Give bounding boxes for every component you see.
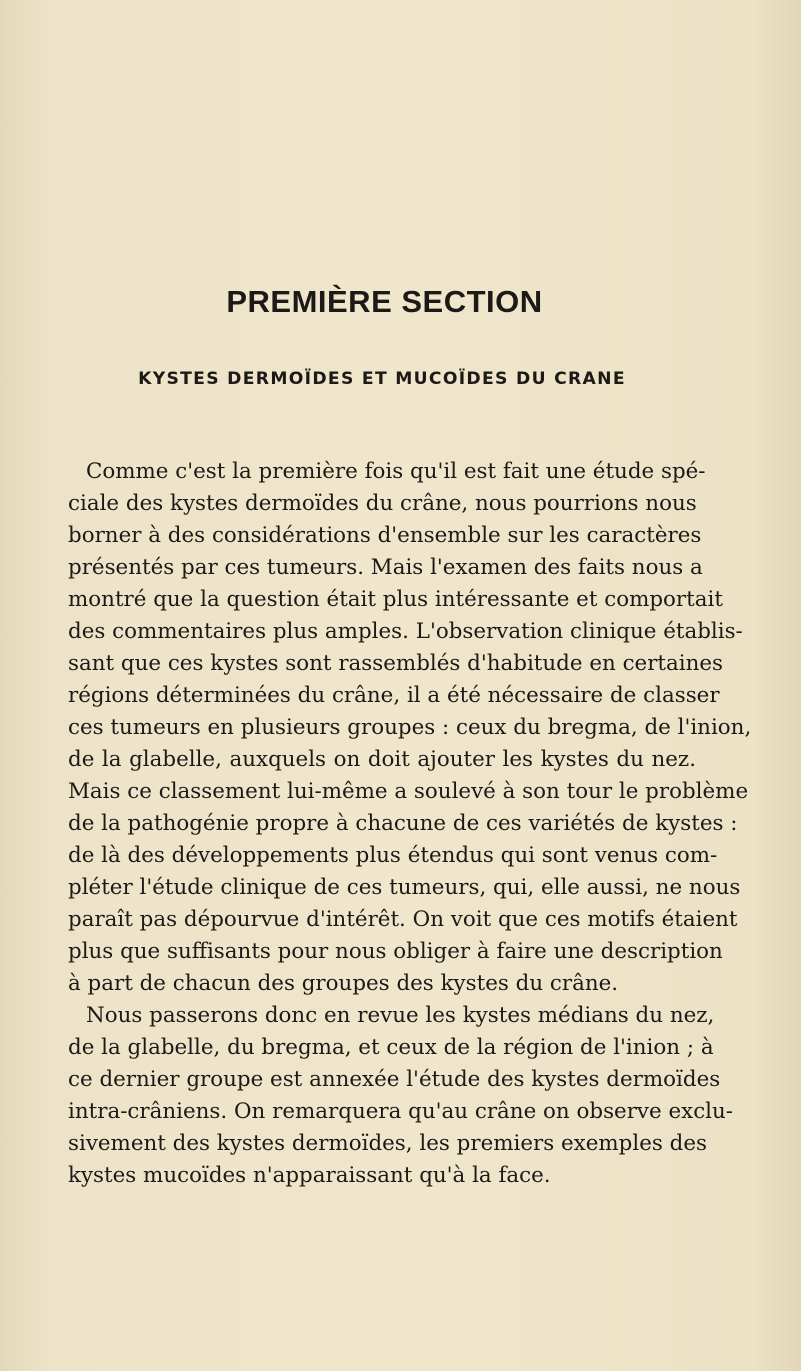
chapter-title: KYSTES DERMOÏDES ET MUCOÏDES DU CRANE (138, 369, 626, 389)
section-title: PREMIÈRE SECTION (226, 284, 543, 319)
text-line: ciale des kystes dermoïdes du crâne, nous pourrions nous (68, 491, 697, 516)
text-line: intra-crâniens. On remarquera qu'au crâne on observe exclu- (68, 1099, 734, 1124)
text-line: ce dernier groupe est annexée l'étude des kystes dermoïdes (68, 1067, 721, 1092)
text-line: sant que ces kystes sont rassemblés d'habitude en certaines (68, 651, 724, 676)
text-line: montré que la question était plus intéressante et comportait (68, 587, 723, 612)
text-line: à part de chacun des groupes des kystes du crâne. (68, 971, 619, 996)
text-line: Comme c'est la première fois qu'il est fait une étude spé- (86, 459, 706, 484)
text-line: ces tumeurs en plusieurs groupes : ceux du bregma, de l'inion, (68, 715, 752, 740)
text-line: plus que suffisants pour nous obliger à faire une description (68, 939, 723, 964)
text-line: de la glabelle, auxquels on doit ajouter les kystes du nez. (68, 747, 696, 772)
text-line: paraît pas dépourvue d'intérêt. On voit que ces motifs étaient (68, 907, 738, 932)
text-line: des commentaires plus amples. L'observation clinique établis- (68, 619, 743, 644)
text-line: de là des développements plus étendus qui sont venus com- (68, 843, 718, 868)
text-line: de la glabelle, du bregma, et ceux de la région de l'inion ; à (68, 1035, 714, 1060)
text-line: Mais ce classement lui-même a soulevé à son tour le problème (68, 779, 749, 804)
text-line: kystes mucoïdes n'apparaissant qu'à la face. (68, 1163, 551, 1188)
text-line: borner à des considérations d'ensemble sur les caractères (68, 523, 702, 548)
text-line: pléter l'étude clinique de ces tumeurs, qui, elle aussi, ne nous (68, 875, 741, 900)
text-line: de la pathogénie propre à chacune de ces variétés de kystes : (68, 811, 738, 836)
body-text (68, 456, 752, 1192)
text-line: présentés par ces tumeurs. Mais l'examen des faits nous a (68, 555, 703, 580)
text-line: Nous passerons donc en revue les kystes médians du nez, (86, 1003, 715, 1028)
text-line: régions déterminées du crâne, il a été nécessaire de classer (68, 683, 720, 708)
text-line: sivement des kystes dermoïdes, les premiers exemples des (68, 1131, 707, 1156)
